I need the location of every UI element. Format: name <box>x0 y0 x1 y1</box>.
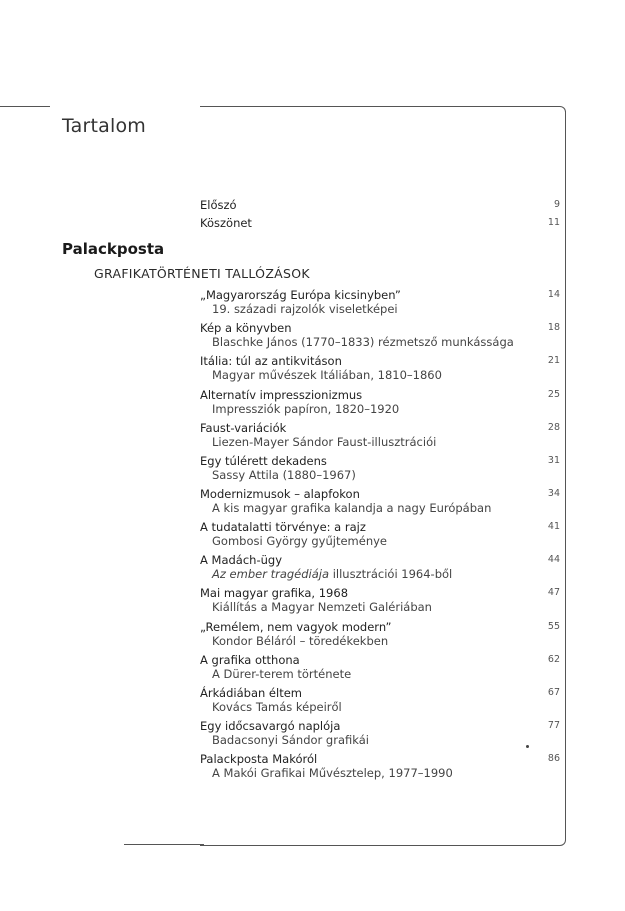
toc-entry-subtitle: Blaschke János (1770–1833) rézmetsző munkássága <box>212 335 514 349</box>
toc-entry-page: 25 <box>547 389 560 400</box>
toc-entry-subtitle: Magyar művészek Itáliában, 1810–1860 <box>212 368 442 382</box>
toc-entry-subtitle: Kondor Béláról – töredékekben <box>212 634 389 648</box>
toc-entry-title: Itália: túl az antikvitáson <box>200 354 342 368</box>
toc-entry-title: Egy túlérett dekadens <box>200 454 327 468</box>
toc-entry[interactable] <box>200 454 560 482</box>
toc-entry-page: 9 <box>553 199 560 210</box>
toc-entry-acknowledgements[interactable] <box>200 216 560 230</box>
toc-entry-page: 77 <box>547 720 560 731</box>
toc-entry-foreword[interactable] <box>200 198 560 212</box>
toc-entry[interactable] <box>200 487 560 515</box>
toc-entry-title: Faust-variációk <box>200 421 287 435</box>
toc-entry[interactable] <box>200 620 560 648</box>
toc-entry-title: A Madách-ügy <box>200 553 282 567</box>
toc-entry[interactable] <box>200 586 560 614</box>
toc-entry-subtitle: Kiállítás a Magyar Nemzeti Galériában <box>212 600 432 614</box>
toc-entry-title: Előszó <box>200 198 237 212</box>
toc-entry[interactable] <box>200 321 560 349</box>
toc-entry-subtitle: Kovács Tamás képeiről <box>212 700 342 714</box>
page-title: Tartalom <box>62 115 147 137</box>
section-title: Palackposta <box>62 240 165 258</box>
toc-entry-page: 67 <box>547 687 560 698</box>
toc-entry-page: 21 <box>547 355 560 366</box>
toc-entry-subtitle: Badacsonyi Sándor grafikái <box>212 733 369 747</box>
toc-entry-title: „Magyarország Európa kicsinyben” <box>200 288 401 302</box>
toc-entry-page: 28 <box>547 422 560 433</box>
toc-entry-subtitle-rest: illusztrációi 1964-ből <box>329 567 453 581</box>
section-subtitle: GRAFIKATÖRTÉNETI TALLÓZÁSOK <box>94 266 310 281</box>
toc-entry-page: 18 <box>547 322 560 333</box>
toc-entry[interactable] <box>200 719 560 747</box>
toc-entry[interactable] <box>200 520 560 548</box>
toc-entry-page: 31 <box>547 455 560 466</box>
toc-entry-title: Alternatív impresszionizmus <box>200 388 363 402</box>
toc-entry-page: 47 <box>547 587 560 598</box>
toc-entry-subtitle: Sassy Attila (1880–1967) <box>212 468 356 482</box>
toc-entry-page: 62 <box>547 654 560 665</box>
toc-entry-page: 86 <box>547 753 560 764</box>
toc-entry[interactable] <box>200 421 560 449</box>
toc-entry-title: Kép a könyvben <box>200 321 292 335</box>
toc-entry-subtitle: Liezen-Mayer Sándor Faust-illusztrációi <box>212 435 437 449</box>
toc-entry-subtitle-italic: Az ember tragédiája <box>212 567 330 581</box>
footer-rule <box>124 844 204 845</box>
toc-entry-subtitle: A Dürer-terem története <box>212 667 352 681</box>
toc-entry-title: A tudatalatti törvénye: a rajz <box>200 520 366 534</box>
toc-entry-page: 44 <box>547 554 560 565</box>
toc-entry-title: Árkádiában éltem <box>200 686 302 700</box>
toc-entry-page: 11 <box>547 217 560 228</box>
toc-entry[interactable] <box>200 553 560 581</box>
toc-entry-title: „Remélem, nem vagyok modern” <box>200 620 392 634</box>
toc-entry-title: Egy időcsavargó naplója <box>200 719 341 733</box>
toc-entry-page: 34 <box>547 488 560 499</box>
toc-entry-page: 14 <box>547 289 560 300</box>
toc-entry-title: Palackposta Makóról <box>200 752 318 766</box>
stray-mark <box>526 745 529 748</box>
toc-entry-subtitle <box>200 567 560 581</box>
toc-entry-title: Köszönet <box>200 216 252 230</box>
toc-entry-subtitle: Impressziók papíron, 1820–1920 <box>212 402 400 416</box>
toc-entry-page: 55 <box>547 621 560 632</box>
toc-entry[interactable] <box>200 686 560 714</box>
toc-entry-title: A grafika otthona <box>200 653 300 667</box>
toc-entry[interactable] <box>200 388 560 416</box>
toc-entry[interactable] <box>200 354 560 382</box>
toc-entry-title: Mai magyar grafika, 1968 <box>200 586 349 600</box>
toc-entry[interactable] <box>200 288 560 316</box>
toc-entry-subtitle: Gombosi György gyűjteménye <box>212 534 387 548</box>
toc-entry[interactable] <box>200 653 560 681</box>
toc-entry-subtitle: 19. századi rajzolók viseletképei <box>212 302 398 316</box>
toc-entry-page: 41 <box>547 521 560 532</box>
toc-entry-subtitle: A kis magyar grafika kalandja a nagy Európában <box>212 501 492 515</box>
header-rule-left <box>0 106 50 107</box>
toc-entry-subtitle: A Makói Grafikai Művésztelep, 1977–1990 <box>212 766 453 780</box>
toc-entry[interactable] <box>200 752 560 780</box>
toc-entry-title: Modernizmusok – alapfokon <box>200 487 360 501</box>
